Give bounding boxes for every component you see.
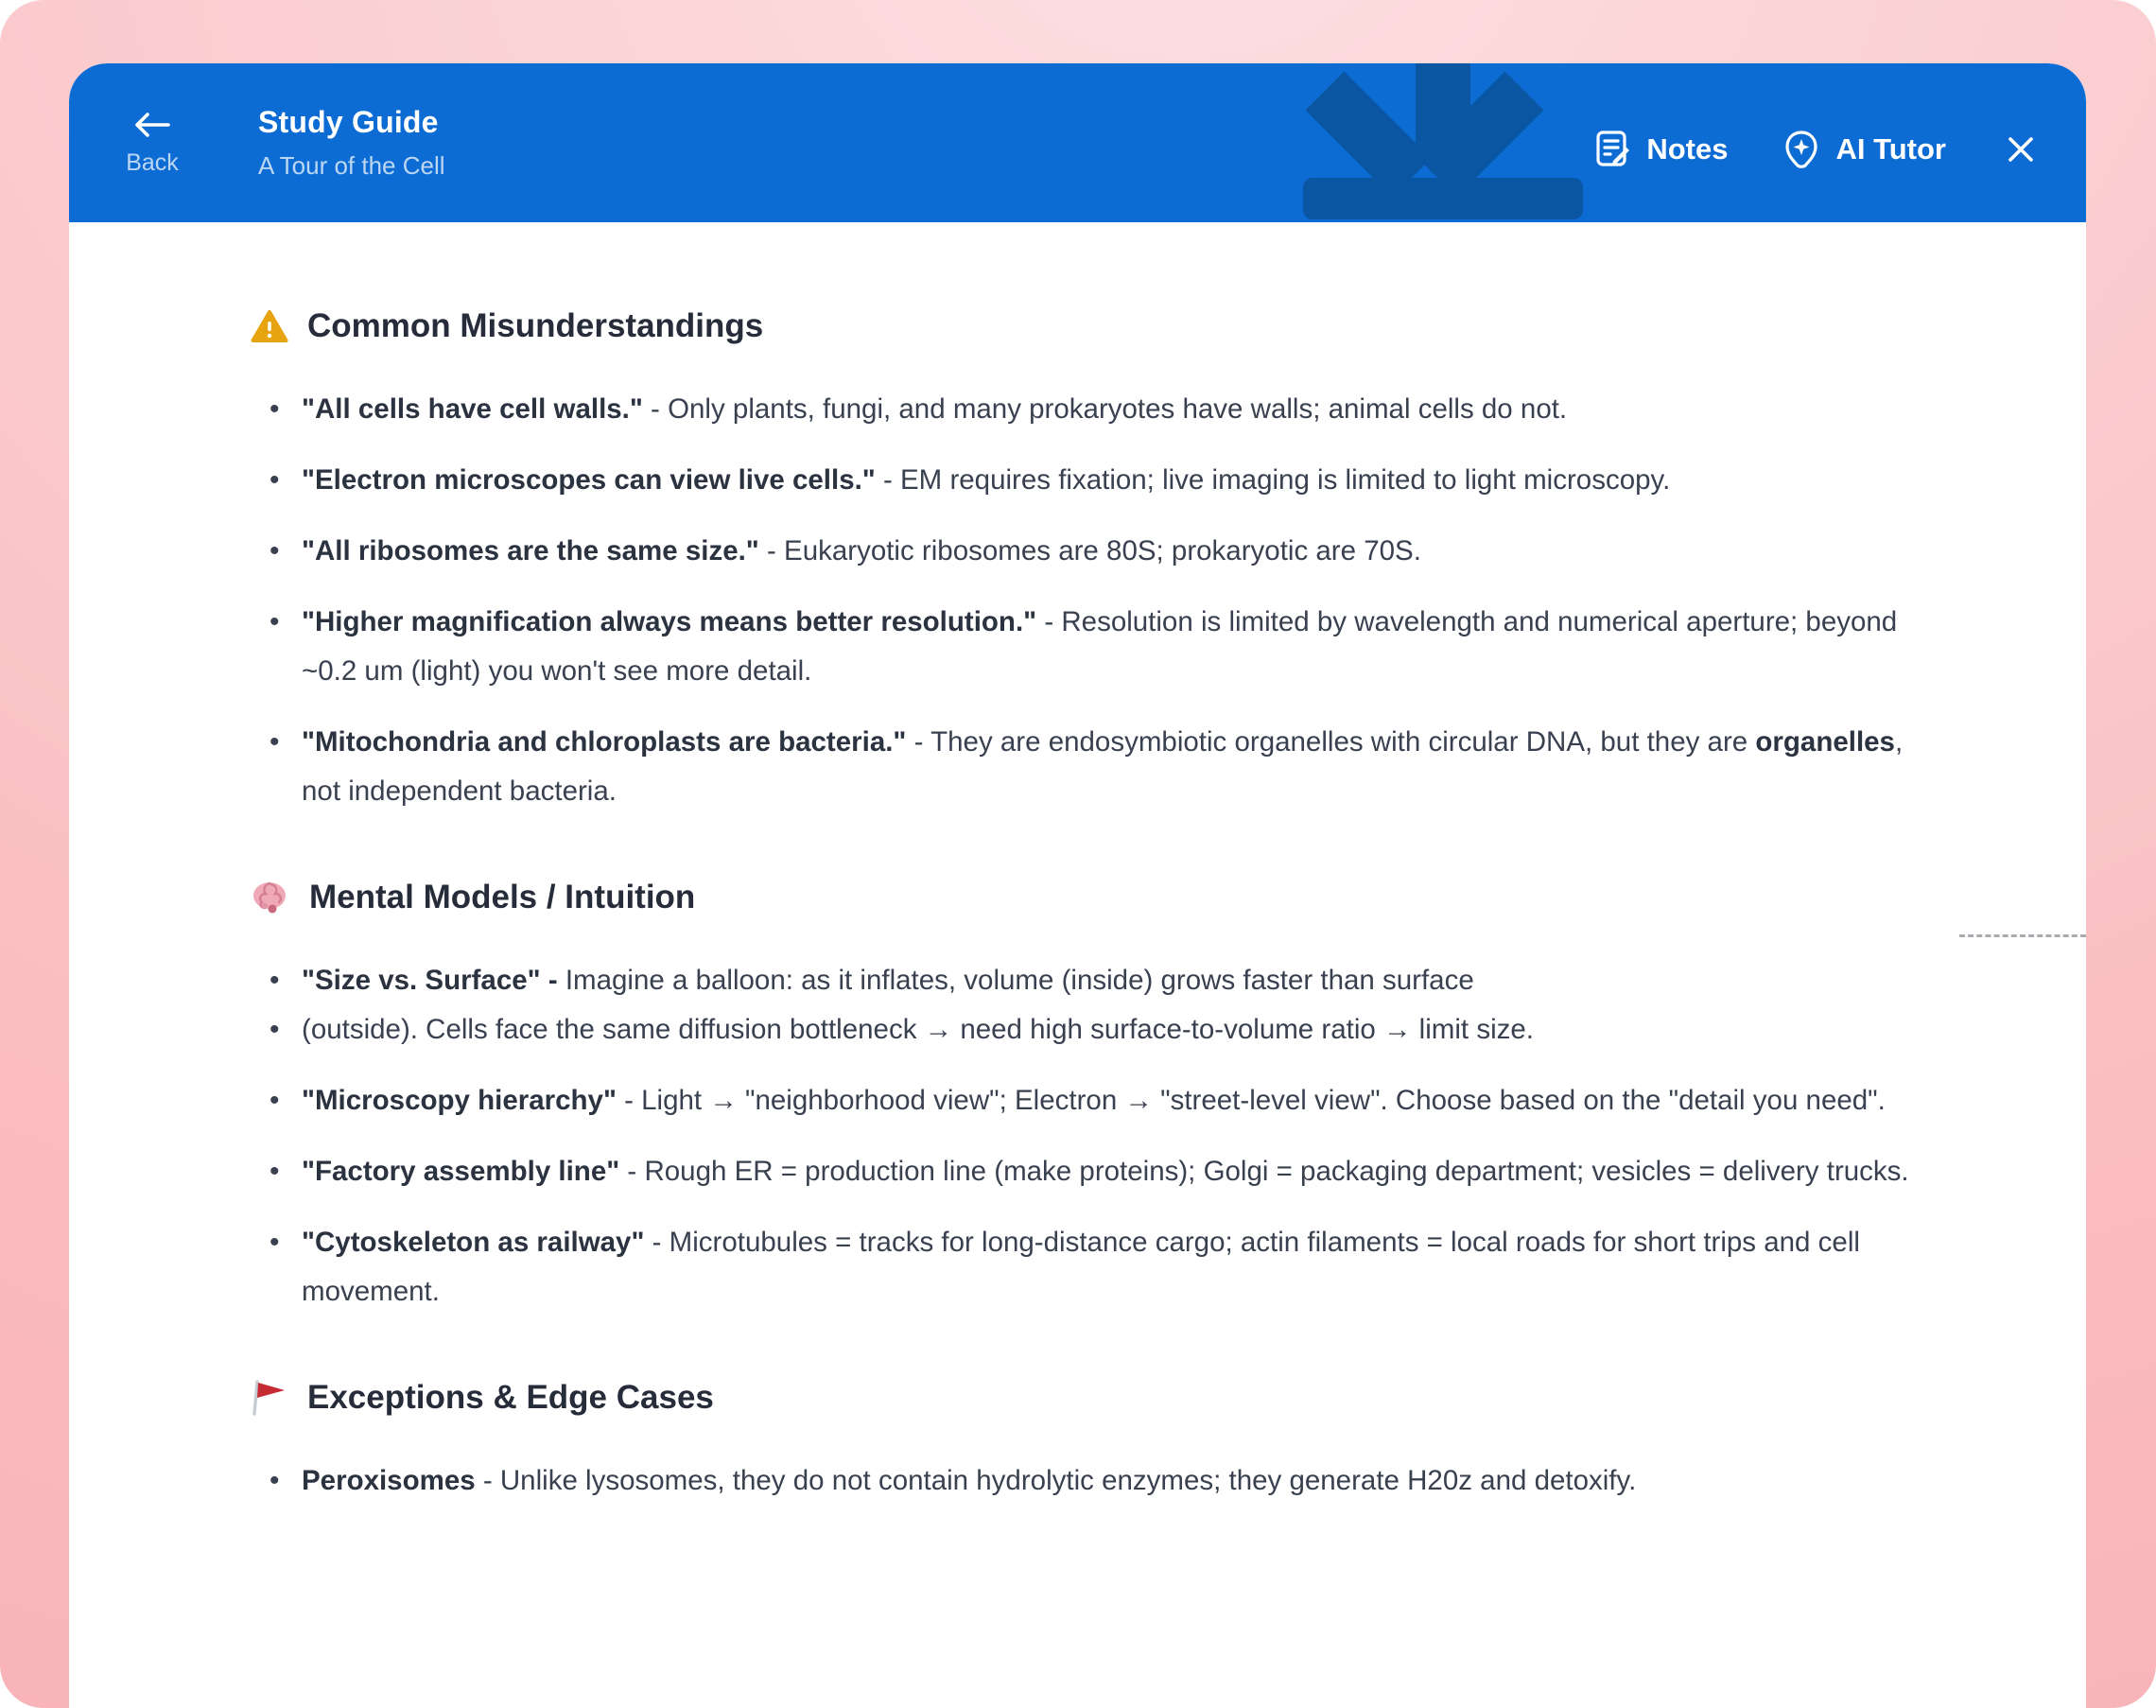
sections-container (243, 307, 1925, 1506)
bullet-text-bold: "All ribosomes are the same size." (302, 535, 759, 566)
list-item (243, 718, 1925, 816)
bullet-text: - Unlike lysosomes, they do not contain hydrolytic enzymes; they generate H20z and detoxify. (475, 1465, 1637, 1496)
bullet-text: - Light → "neighborhood view"; Electron → "street-level view". Choose based on the "detail you need". (616, 1085, 1886, 1116)
section-heading (251, 1379, 1925, 1417)
bullet-text-bold: organelles (1755, 726, 1895, 758)
header-actions (1595, 130, 2037, 169)
list-item (243, 527, 1925, 576)
section-mental-models (243, 879, 1925, 1316)
bullet-text: - EM requires fixation; live imaging is limited to light microscopy. (875, 464, 1671, 496)
page-title: Study Guide (258, 105, 439, 139)
bullet-text: , not independent bacteria. (302, 726, 1904, 807)
section-heading (251, 879, 1925, 916)
bullet-text-bold: "All cells have cell walls." (302, 393, 643, 425)
bullet-marker: • (270, 535, 280, 566)
back-arrow-icon (133, 110, 171, 140)
section-exceptions-edge-cases (243, 1379, 1925, 1506)
list-item (243, 598, 1925, 696)
bullet-marker: • (270, 726, 280, 758)
bullet-text-bold: Peroxisomes (302, 1465, 476, 1496)
bullet-list (243, 1456, 1925, 1506)
notes-button-label: Notes (1646, 132, 1729, 166)
bullet-text-bold: "Electron microscopes can view live cells." (302, 464, 876, 496)
list-item (243, 1147, 1925, 1196)
bullet-marker: • (270, 393, 280, 425)
section-title: Common Misunderstandings (307, 307, 764, 344)
header-bar (69, 63, 2086, 222)
section-common-misunderstandings (243, 307, 1925, 816)
bullet-text: - They are endosymbiotic organelles with circular DNA, but they are (906, 726, 1756, 758)
list-item (243, 1456, 1925, 1506)
bullet-text-bold: "Mitochondria and chloroplasts are bacteria." (302, 726, 907, 758)
flag-icon (251, 1380, 288, 1416)
list-item (243, 456, 1925, 505)
bullet-text: Imagine a balloon: as it inflates, volume (inside) grows faster than surface (557, 965, 1474, 996)
bullet-marker: • (270, 1014, 280, 1045)
bullet-text-bold: "Factory assembly line" (302, 1156, 620, 1187)
notes-button[interactable] (1595, 130, 1728, 169)
ai-tutor-sparkle-icon (1782, 130, 1820, 169)
study-guide-content (69, 222, 2086, 1565)
bullet-marker: • (270, 965, 280, 996)
page-break-indicator (1959, 934, 2086, 937)
bullet-text-bold: "Higher magnification always means better resolution." (302, 606, 1037, 637)
list-item (243, 385, 1925, 434)
bullet-marker: • (270, 464, 280, 496)
back-button[interactable] (114, 110, 190, 177)
ai-tutor-button[interactable] (1782, 130, 1946, 169)
close-button[interactable] (2005, 133, 2037, 166)
asterisk-logo-decoration (1416, 63, 1470, 160)
study-guide-window (69, 63, 2086, 1708)
header-left-cluster (114, 105, 445, 181)
title-block (258, 105, 445, 181)
bullet-text: - Microtubules = tracks for long-distance cargo; actin filaments = local roads for short trips and cell movement. (302, 1227, 1860, 1307)
back-button-label: Back (126, 148, 179, 176)
section-title: Mental Models / Intuition (309, 879, 696, 915)
section-heading (251, 307, 1925, 345)
bullet-marker: • (270, 606, 280, 637)
ai-tutor-button-label: AI Tutor (1835, 132, 1946, 166)
bullet-text-bold: "Microscopy hierarchy" (302, 1085, 617, 1116)
bullet-list (243, 956, 1925, 1316)
bullet-text: - Rough ER = production line (make proteins); Golgi = packaging department; vesicles = delivery trucks. (619, 1156, 1909, 1187)
bullet-marker: • (270, 1085, 280, 1116)
bullet-text: (outside). Cells face the same diffusion bottleneck → need high surface-to-volume ratio → limit size. (302, 1014, 1534, 1045)
bullet-marker: • (270, 1227, 280, 1258)
notes-icon (1595, 130, 1631, 169)
bullet-text: - Resolution is limited by wavelength and numerical aperture; beyond ~0.2 um (light) you won't see more detail. (302, 606, 1898, 687)
list-item (243, 1005, 1925, 1054)
bullet-text: - Only plants, fungi, and many prokaryotes have walls; animal cells do not. (642, 393, 1568, 425)
asterisk-logo-decoration (1303, 178, 1583, 219)
bullet-text-bold: "Cytoskeleton as railway" (302, 1227, 645, 1258)
brain-icon (251, 880, 290, 915)
warning-icon (251, 309, 288, 343)
bullet-text: - Eukaryotic ribosomes are 80S; prokaryotic are 70S. (758, 535, 1421, 566)
bullet-marker: • (270, 1465, 280, 1496)
bullet-marker: • (270, 1156, 280, 1187)
close-icon (2005, 133, 2037, 166)
bullet-text-bold: "Size vs. Surface" - (302, 965, 558, 996)
bullet-list (243, 385, 1925, 816)
section-title: Exceptions & Edge Cases (307, 1379, 714, 1416)
page-subtitle: A Tour of the Cell (258, 151, 445, 180)
list-item (243, 1076, 1925, 1125)
list-item (243, 956, 1925, 1005)
list-item (243, 1218, 1925, 1316)
